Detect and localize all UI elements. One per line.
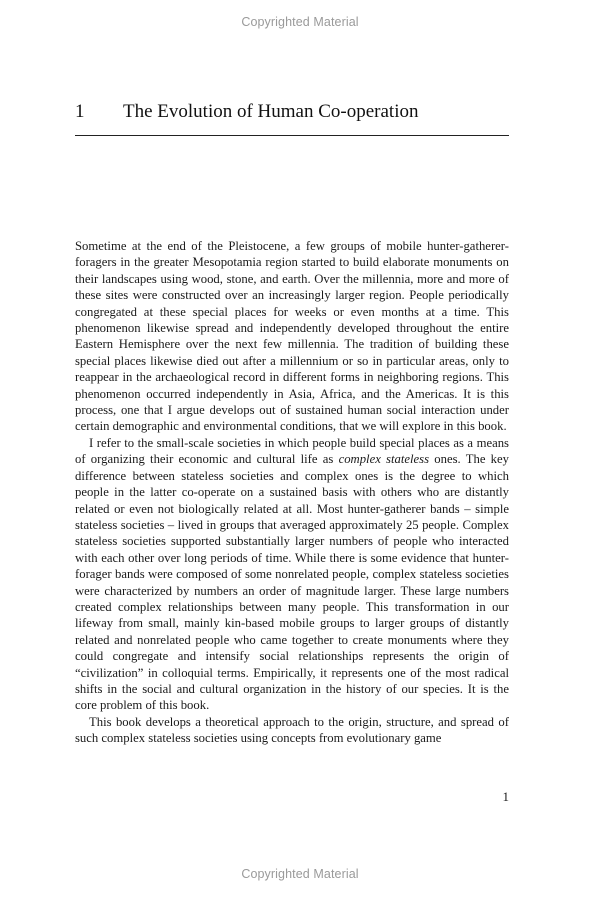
chapter-title: The Evolution of Human Co-operation: [123, 101, 419, 122]
copyright-watermark-top: Copyrighted Material: [241, 15, 359, 29]
paragraph-1: Sometime at the end of the Pleistocene, a few groups of mobile hunter-gatherer-foragers in the greater Mesopotamia region started to build elaborate monuments on their landscapes using wood, stone, and earth. Over the millennia, more and more of these sites were constructed over an increasingly larger region. People periodically congregated at these special places for weeks or even months at a time. This phenomenon likewise spread and independently developed throughout the entire Eastern Hemisphere over the next few millennia. The tradition of building these special places likewise died out after a millennium or so in particular areas, only to reappear in the archaeological record in different forms in neighboring regions. This phenomenon occurred independently in Asia, Africa, and the Americas. It is this process, one that I argue develops out of sustained human social interaction under certain demographic and environmental conditions, that we will explore in this book.: [75, 239, 509, 434]
paragraph-2-part-2: ones. The key difference between stateless societies and complex ones is the degree to which people in the latter co-operate on a sustained basis with others who are distantly related or even not biologically related at all. Most hunter-gatherer bands – simple stateless societies – lived in groups that averaged approximately 25 people. Complex stateless societies supported substantially larger numbers of people who interacted with each other over long periods of time. While there is some evidence that hunter-forager bands were composed of some nonrelated people, complex stateless societies were characterized by numbers an order of magnitude larger. These large numbers created complex relationships between many people. This transformation in our lifeway from small, mainly kin-based mobile groups to larger groups of distantly related and nonrelated people who came together to create monuments where they could congregate and intensify social relationships represents the origin of “civilization” in colloquial terms. Empirically, it represents one of the most radical shifts in the social and cultural organization in the history of our species. It is the core problem of this book.: [75, 452, 509, 713]
paragraph-2-emphasis: complex stateless: [338, 452, 430, 467]
copyright-watermark-bottom: Copyrighted Material: [241, 867, 359, 881]
chapter-heading: [75, 101, 509, 123]
chapter-number: 1: [75, 101, 85, 122]
page-number: 1: [502, 789, 509, 804]
paragraph-2-part-1: I refer to the small-scale societies in which people build special places as a means of organizing their economic and cultural life as: [75, 435, 509, 467]
body-text: [75, 238, 509, 747]
heading-rule: [75, 135, 509, 136]
paragraph-2: [75, 435, 509, 714]
paragraph-3: This book develops a theoretical approach to the origin, structure, and spread of such complex stateless societies using concepts from evolutionary game: [75, 714, 509, 746]
